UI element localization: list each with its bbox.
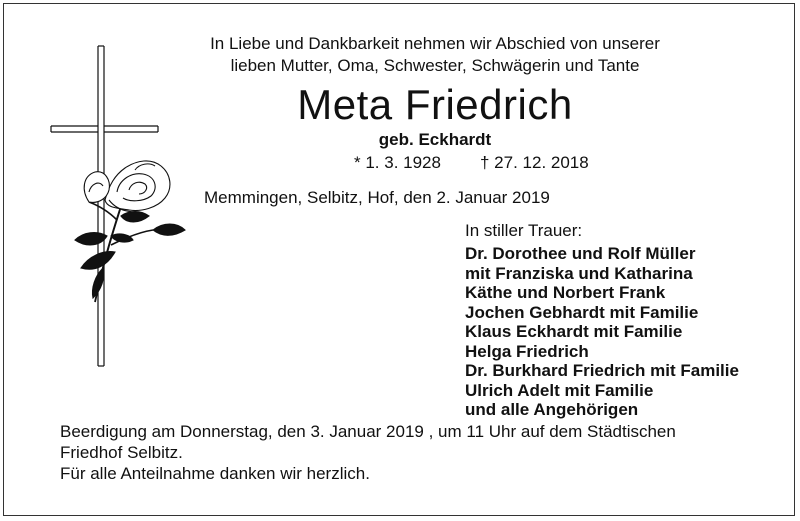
intro-line-2: lieben Mutter, Oma, Schwester, Schwägerin und Tante	[230, 56, 640, 75]
mourner-item: mit Franziska und Katharina	[465, 263, 693, 283]
cross-and-rose-illustration	[45, 40, 195, 380]
rose-icon	[75, 161, 185, 302]
place-and-date: Memmingen, Selbitz, Hof, den 2. Januar 2019	[204, 188, 550, 207]
funeral-notice: Beerdigung am Donnerstag, den 3. Januar 2019 , um 11 Uhr auf dem Städtischen Friedhof Selbitz.	[60, 422, 676, 462]
mourner-item: Dr. Burkhard Friedrich mit Familie	[465, 361, 739, 380]
mourner-item: Helga Friedrich	[465, 341, 589, 361]
deceased-name: Meta Friedrich	[297, 81, 573, 128]
birth-date: * 1. 3. 1928	[354, 153, 441, 172]
mourner-item: Jochen Gebhardt mit Familie	[465, 302, 699, 322]
mourner-item: Käthe und Norbert Frank	[465, 283, 666, 302]
mourning-label: In stiller Trauer:	[465, 221, 583, 240]
mourner-item: und alle Angehörigen	[465, 400, 639, 419]
mourner-item: Klaus Eckhardt mit Familie	[465, 322, 683, 341]
mourner-item: Ulrich Adelt mit Familie	[465, 380, 654, 400]
intro-line-1: In Liebe und Dankbarkeit nehmen wir Abschied von unserer	[210, 34, 660, 53]
death-date: † 27. 12. 2018	[480, 153, 589, 172]
maiden-name: geb. Eckhardt	[378, 130, 492, 149]
mourners-list	[465, 244, 739, 420]
mourner-item: Dr. Dorothee und Rolf Müller	[465, 244, 696, 263]
thanks-line: Für alle Anteilnahme danken wir herzlich.	[60, 464, 370, 483]
